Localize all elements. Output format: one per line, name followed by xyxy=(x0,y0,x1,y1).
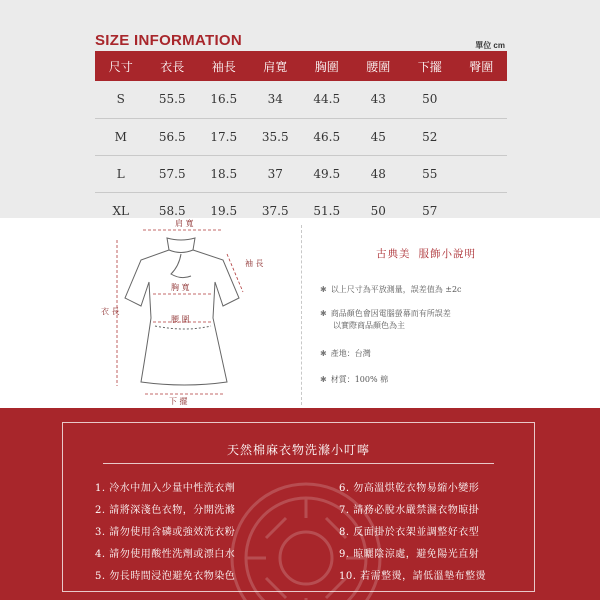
label-length: 衣 長 xyxy=(101,307,120,316)
note-item xyxy=(320,308,540,320)
table-cell: 34 xyxy=(250,81,302,118)
header-length: 衣長 xyxy=(147,51,199,81)
note-item xyxy=(320,374,540,386)
notes-heading: 服飾小說明 xyxy=(418,248,476,260)
table-cell: 52 xyxy=(404,118,456,155)
care-item: 2. 請將深淺色衣物，分開洗滌 xyxy=(95,505,236,516)
size-table-header-row xyxy=(95,51,507,81)
table-cell: 44.5 xyxy=(301,81,353,118)
table-row xyxy=(95,118,507,155)
care-instructions-frame xyxy=(62,422,535,592)
table-cell: 48 xyxy=(353,155,405,192)
care-item: 3. 請勿使用含磷或強效洗衣粉 xyxy=(95,527,236,538)
table-cell: 18.5 xyxy=(198,155,250,192)
table-cell: 45 xyxy=(353,118,405,155)
size-cell: S xyxy=(95,81,147,118)
care-item: 7. 請務必脫水嚴禁濕衣物晾掛 xyxy=(339,505,480,516)
table-cell: 35.5 xyxy=(250,118,302,155)
table-cell: 46.5 xyxy=(301,118,353,155)
asterisk-icon: ✱ xyxy=(320,285,327,294)
care-item: 1. 冷水中加入少量中性洗衣劑 xyxy=(95,483,236,494)
middle-divider xyxy=(301,225,302,405)
table-cell xyxy=(456,192,508,229)
note-item-continued xyxy=(333,320,553,332)
table-cell: 16.5 xyxy=(198,81,250,118)
garment-measurement-diagram xyxy=(95,218,295,410)
care-title: 天然棉麻衣物洗滌小叮嚀 xyxy=(226,443,370,457)
header-waist: 腰圍 xyxy=(353,51,405,81)
table-cell xyxy=(456,155,508,192)
note-text: 材質：100% 棉 xyxy=(330,375,389,384)
header-size: 尺寸 xyxy=(95,51,147,81)
care-item: 6. 勿高溫烘乾衣物易縮小變形 xyxy=(339,483,480,494)
table-cell: 50 xyxy=(370,203,386,218)
label-shoulder: 肩 寬 xyxy=(175,219,194,228)
note-text: 商品顏色會因電腦螢幕而有所誤差 xyxy=(330,309,451,318)
table-cell: 50 xyxy=(404,81,456,118)
header-hem: 下擺 xyxy=(404,51,456,81)
asterisk-icon: ✱ xyxy=(320,309,327,318)
care-item: 9. 晾曬陰涼處，避免陽光直射 xyxy=(339,549,480,560)
care-divider xyxy=(103,463,494,464)
size-table xyxy=(95,51,507,229)
size-cell: M xyxy=(95,118,147,155)
shirt-diagram-svg xyxy=(95,218,295,410)
table-row xyxy=(95,155,507,192)
product-notes xyxy=(320,246,520,384)
header-shoulder: 肩寬 xyxy=(250,51,302,81)
size-cell: L xyxy=(95,155,147,192)
note-text: 產地：台灣 xyxy=(330,349,371,358)
table-cell: 17.5 xyxy=(198,118,250,155)
table-cell: 19.5 xyxy=(210,203,238,218)
table-cell: 37 xyxy=(250,155,302,192)
label-sleeve: 袖 長 xyxy=(245,259,264,268)
table-cell: 55 xyxy=(404,155,456,192)
care-instructions-section xyxy=(0,408,600,600)
table-cell: 51.5 xyxy=(313,203,341,218)
table-cell xyxy=(456,81,508,118)
table-cell xyxy=(456,118,508,155)
note-item xyxy=(320,348,540,360)
note-text: 以上尺寸為平放測量，誤差值為 ±2c xyxy=(330,285,462,294)
table-row xyxy=(95,81,507,118)
label-waist: 腰 圍 xyxy=(171,315,190,324)
header-sleeve: 袖長 xyxy=(198,51,250,81)
care-item: 4. 請勿使用酸性洗劑或漂白水 xyxy=(95,549,236,560)
table-cell: 55.5 xyxy=(147,81,199,118)
size-information-section xyxy=(0,0,600,218)
label-hem: 下 擺 xyxy=(169,397,188,406)
table-cell: 56.5 xyxy=(147,118,199,155)
note-item xyxy=(320,284,540,296)
table-cell: 43 xyxy=(353,81,405,118)
size-cell: XL xyxy=(112,203,129,218)
size-information-title: SIZE INFORMATION xyxy=(95,32,243,49)
table-cell: 58.5 xyxy=(158,203,186,218)
label-chest: 胸 寬 xyxy=(171,283,190,292)
header-hip: 臀圍 xyxy=(456,51,508,81)
table-cell: 49.5 xyxy=(301,155,353,192)
asterisk-icon: ✱ xyxy=(320,349,327,358)
note-text: 以實際商品顏色為主 xyxy=(333,321,405,330)
unit-label: 單位 cm xyxy=(475,41,505,50)
product-notes-title xyxy=(332,246,520,261)
table-cell: 57.5 xyxy=(147,155,199,192)
qipao-shirt-outline xyxy=(125,238,239,385)
care-item: 10. 若需整燙，請低溫墊布整燙 xyxy=(339,571,487,582)
care-item: 5. 勿長時間浸泡避免衣物染色 xyxy=(95,571,236,582)
care-item: 8. 反面掛於衣架並調整好衣型 xyxy=(339,527,480,538)
table-cell: 37.5 xyxy=(261,203,289,218)
header-chest: 胸圍 xyxy=(301,51,353,81)
asterisk-icon: ✱ xyxy=(320,375,327,384)
table-cell: 57 xyxy=(422,203,438,218)
brand-name: 古典美 xyxy=(376,248,411,260)
